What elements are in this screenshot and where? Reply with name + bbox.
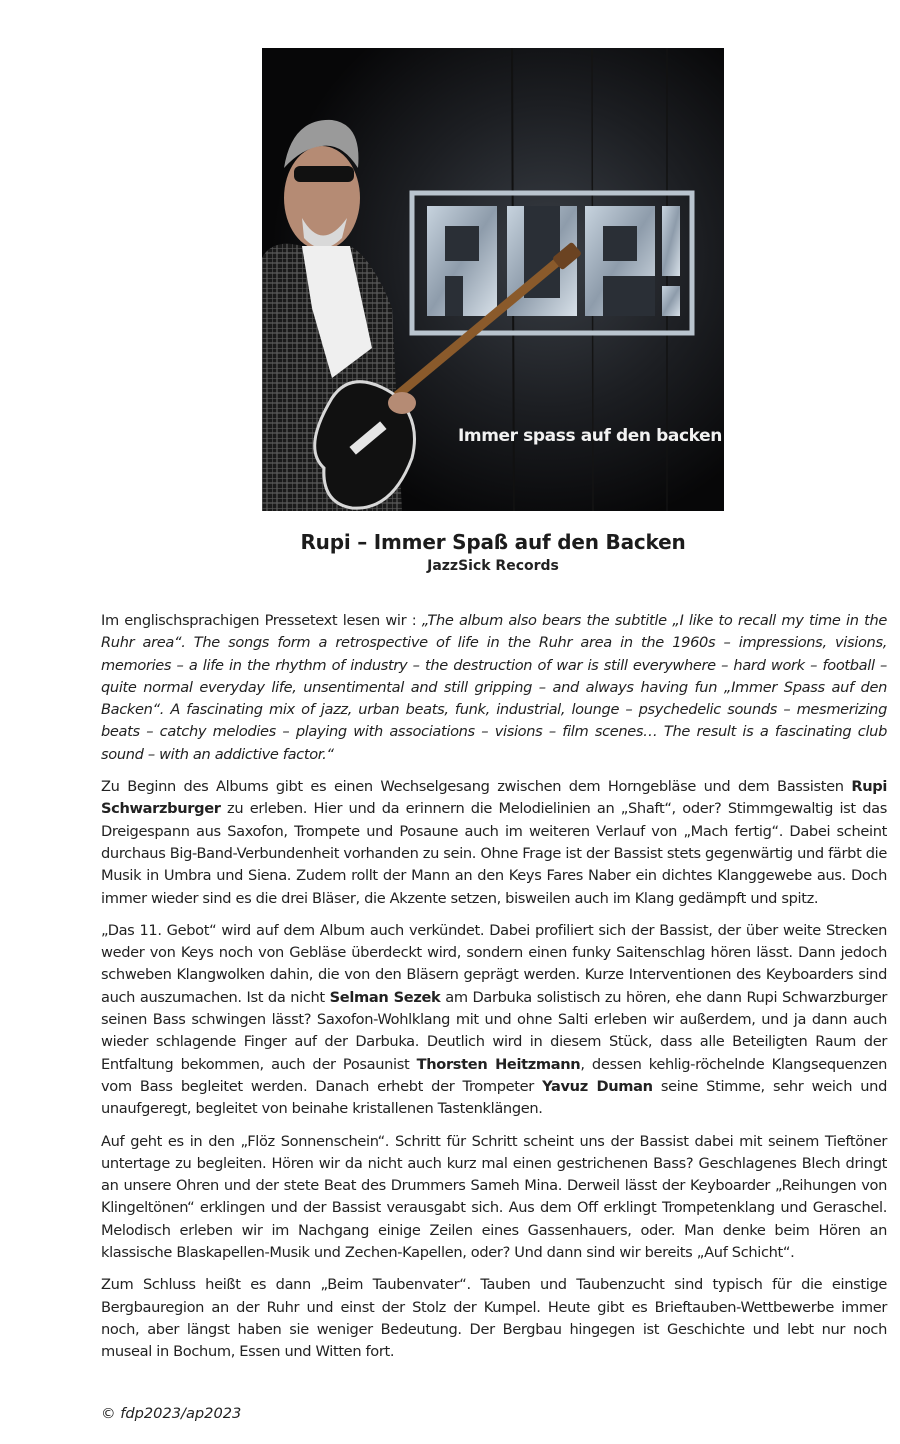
paragraph-press-quote bbox=[101, 610, 887, 766]
musician-name: Thorsten Heitzmann bbox=[416, 1055, 581, 1073]
paragraph-intro bbox=[101, 776, 887, 910]
paragraph-floez: Auf geht es in den „Flöz Sonnenschein“. Schritt für Schritt scheint uns der Bassist dabei mit seinem Tieftöner untertage zu begleiten. Hören wir da nicht auch kurz mal einen gestrichenen Bass? Geschlagenes Blech dringt an unsere Ohren und der stete Beat des Drummers Sameh Mina. Derweil lässt der Keyboarder „Reihungen von Klingeltönen“ erklingen und der Bassist verausgabt sich. Aus dem Off erklingt Trompetenklang und Geraschel. Melodisch erleben wir im Nachgang einige Zeilen eines Gassenhauers, oder. Man denke beim Hören an klassische Blaskapellen-Musik und Zechen-Kapellen, oder? Und dann sind wir bereits „Auf Schicht“. bbox=[101, 1132, 887, 1262]
press-intro: Im englischsprachigen Pressetext lesen wir : bbox=[101, 612, 422, 629]
musician-name: Rupi Schwarzburger bbox=[101, 778, 887, 818]
paragraph-11-gebot bbox=[101, 920, 887, 1121]
text-segment: Zu Beginn des Albums gibt es einen Wechselgesang zwischen dem Horngebläse und dem Bassisten bbox=[101, 778, 852, 796]
musician-name: Yavuz Duman bbox=[542, 1077, 653, 1095]
text-segment: , dessen kehlig-röchelnde Klangsequenzen vom Bass begleitet werden. Danach erhebt der Trompeter bbox=[101, 1055, 888, 1095]
article-body bbox=[101, 610, 887, 1374]
press-quote: „The album also bears the subtitle „I like to recall my time in the Ruhr area“. The songs form a retrospective of life in the Ruhr area in the 1960s – impressions, visions, memories – a life in the rhythm of industry – the destruction of war is still everywhere – hard work – football – quite normal everyday life, unsentimental and still gripping – and always having fun „Immer Spass auf den Backen“. A fascinating mix of jazz, urban beats, funk, industrial, lounge – psychedelic sounds – mesmerizing beats – catchy melodies – playing with associations – visions – film scenes… The result is a fascinating club sound – with an addictive factor.“ bbox=[101, 612, 887, 763]
paragraph-taubenvater: Zum Schluss heißt es dann „Beim Taubenvater“. Tauben und Taubenzucht sind typisch für die einstige Bergbauregion an der Ruhr und einst der Stolz der Kumpel. Heute gibt es Brieftauben-Wettbewerbe immer noch, aber längst haben sie weniger Bedeutung. Der Bergbau hingegen ist Geschichte und lebt nur noch museal in Bochum, Essen und Witten fort. bbox=[101, 1276, 887, 1361]
text-segment: am Darbuka solistisch zu hören, ehe dann Rupi Schwarzburger seinen Bass schwingen lässt? Saxofon-Wohlklang mit und ohne Salti erleben wir außerdem, und ja dann auch wieder schlagende Finger auf der Darbuka. Deutlich wird in diesem Stück, dass alle Beteiligten Raum der Entfaltung bekommen, auch der Posaunist bbox=[101, 988, 888, 1073]
article-title: Rupi – Immer Spaß auf den Backen bbox=[300, 530, 686, 554]
record-label: JazzSick Records bbox=[427, 558, 559, 574]
musician-name: Selman Sezek bbox=[329, 988, 441, 1006]
text-segment: seine Stimme, sehr weich und unaufgeregt, begleitet von beinahe kristallenen Tastenklängen. bbox=[101, 1077, 887, 1118]
text-segment: zu erleben. Hier und da erinnern die Melodielinien an „Shaft“, oder? Stimmgewaltig ist das Dreigespann aus Saxofon, Trompete und Posaune auch im weiteren Verlauf von „Mach fertig“. Dabei scheint durchaus Big-Band-Verbundenheit vorhanden zu sein. Ohne Frage ist der Bassist stets gegenwärtig und färbt die Musik in Umbra und Siena. Zudem rollt der Mann an den Keys Fares Naber ein dichtes Klanggewebe aus. Doch immer wieder sind es die drei Bläser, die Akzente setzen, bisweilen auch im Klang gedämpft und spitz. bbox=[101, 800, 887, 907]
copyright-notice: © fdp2023/ap2023 bbox=[101, 1405, 242, 1422]
album-cover-subtitle: Immer spass auf den backen bbox=[458, 426, 722, 446]
text-segment: „Das 11. Gebot“ wird auf dem Album auch verkündet. Dabei profiliert sich der Bassist, der über weite Strecken weder von Keys noch von Gebläse überdeckt wird, sondern einen funky Saitenschlag hören lässt. Dann jedoch schweben Klangwolken dahin, die von den Bläsern geprägt werden. Kurze Interventionen des Keyboarders sind auch auszumachen. Ist da nicht bbox=[101, 921, 887, 1006]
album-cover-image bbox=[262, 48, 724, 511]
